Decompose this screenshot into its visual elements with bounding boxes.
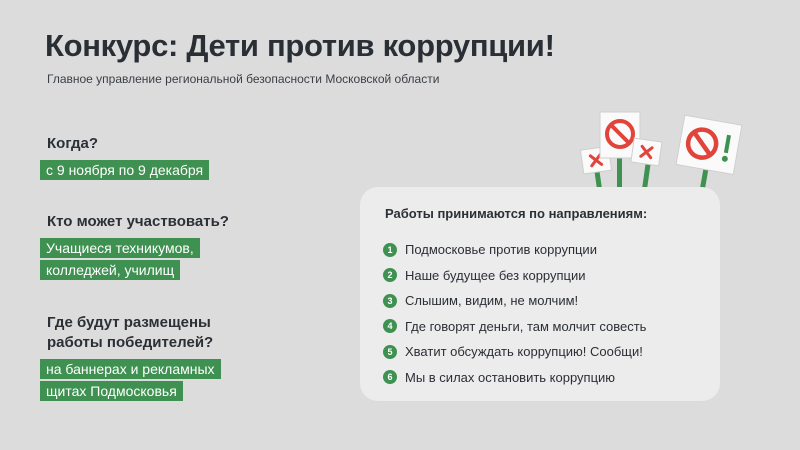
number-badge: 2	[383, 268, 397, 282]
list-item	[383, 365, 646, 391]
question-where	[47, 313, 213, 353]
list-item-label: Подмосковье против коррупции	[405, 242, 597, 258]
question-when	[47, 134, 98, 154]
card-title: Работы принимаются по направлениям:	[385, 206, 648, 221]
answer-tag: колледжей, училищ	[40, 260, 180, 280]
list-item-label: Мы в силах остановить коррупцию	[405, 369, 616, 385]
question-line: Когда?	[47, 135, 99, 152]
number-badge: 4	[383, 319, 397, 333]
directions-list	[383, 237, 646, 390]
answer-tag: на баннерах и рекламных	[40, 359, 221, 379]
question-who	[47, 212, 229, 232]
list-item-label: Где говорят деньги, там молчит совесть	[405, 318, 647, 334]
answer-tag: Учащиеся техникумов,	[40, 238, 200, 258]
question-line: Где будут размещены	[47, 314, 211, 331]
answer-when	[40, 160, 209, 182]
answer-who	[40, 238, 200, 282]
number-badge: 6	[383, 370, 397, 384]
protest-signs-icon	[570, 110, 770, 190]
list-item-label: Хватит обсуждать коррупцию! Сообщи!	[405, 344, 643, 360]
list-item	[383, 314, 646, 340]
answer-tag: с 9 ноября по 9 декабря	[40, 160, 209, 180]
list-item	[383, 263, 646, 289]
list-item-label: Наше будущее без коррупции	[405, 267, 586, 283]
answer-where	[40, 359, 221, 403]
question-line: Кто может участвовать?	[47, 213, 229, 230]
number-badge: 1	[383, 243, 397, 257]
number-badge: 3	[383, 294, 397, 308]
question-line: работы победителей?	[47, 334, 214, 351]
page-subtitle: Главное управление региональной безопасности Московской области	[47, 72, 440, 86]
list-item-label: Слышим, видим, не молчим!	[405, 293, 579, 309]
answer-tag: щитах Подмосковья	[40, 381, 183, 401]
page-title: Конкурс: Дети против коррупции!	[45, 28, 555, 63]
directions-card	[360, 187, 720, 401]
number-badge: 5	[383, 345, 397, 359]
list-item	[383, 339, 646, 365]
list-item	[383, 237, 646, 263]
list-item	[383, 288, 646, 314]
